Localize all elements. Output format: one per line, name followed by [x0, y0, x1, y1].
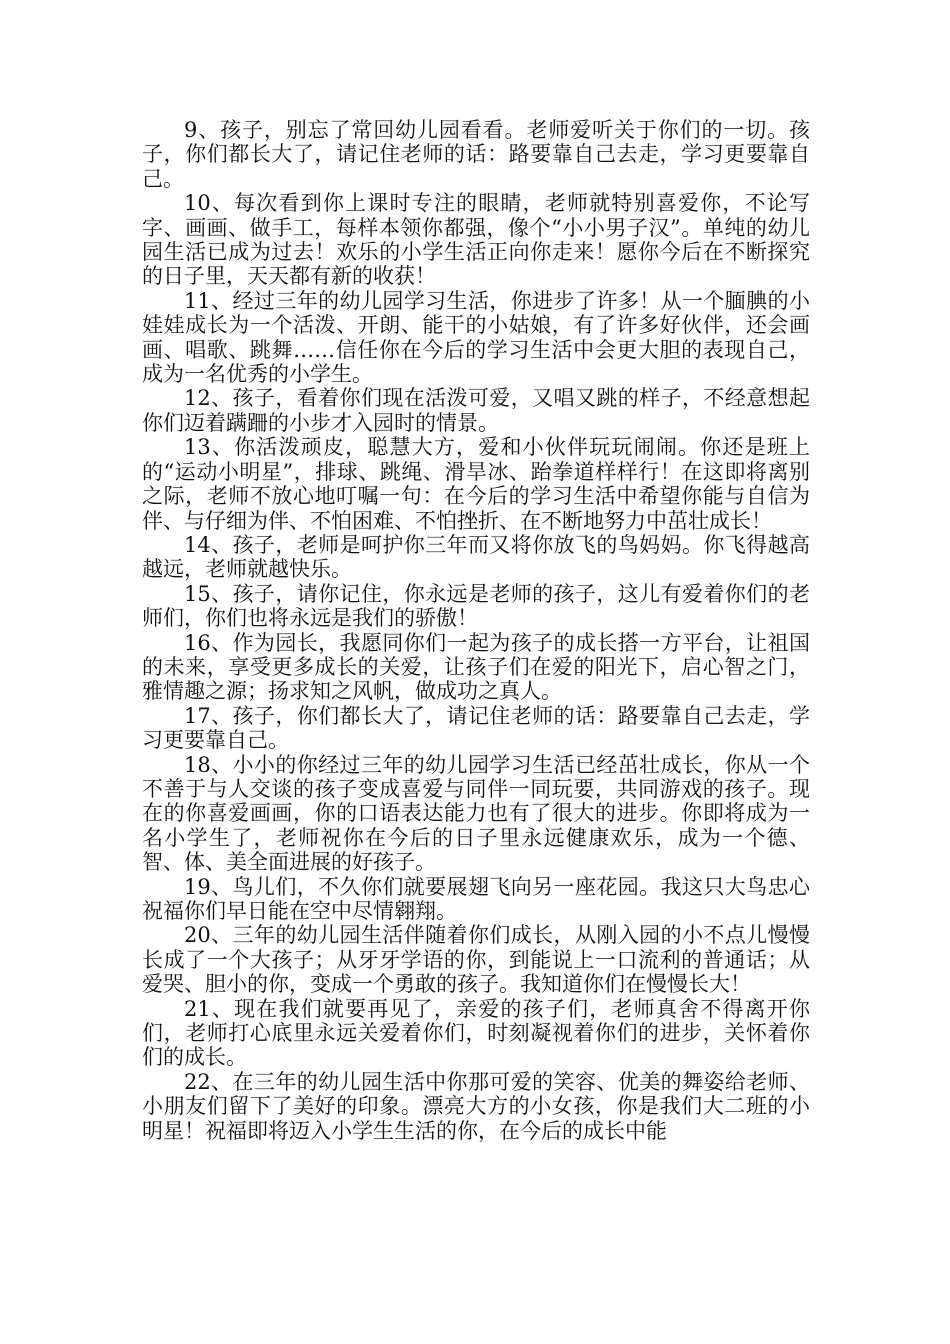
paragraph-14: 14、孩子，老师是呵护你三年而又将你放飞的鸟妈妈。你飞得越高越远，老师就越快乐。: [142, 532, 810, 582]
paragraph-10: 10、每次看到你上课时专注的眼睛，老师就特别喜爱你，不论写字、画画、做手工，每样本领你都强，像个“小小男子汉”。单纯的幼儿园生活已成为过去！欢乐的小学生活正向你走来！愿你今后在不断探究的日子里，天天都有新的收获！: [142, 191, 810, 289]
paragraph-22: 22、在三年的幼儿园生活中你那可爱的笑容、优美的舞姿给老师、小朋友们留下了美好的印象。漂亮大方的小女孩，你是我们大二班的小明星！祝福即将迈入小学生生活的你，在今后的成长中能: [142, 1069, 810, 1143]
paragraph-17: 17、孩子，你们都长大了，请记住老师的话：路要靠自己去走，学习更要靠自己。: [142, 703, 810, 753]
paragraph-16: 16、作为园长，我愿同你们一起为孩子的成长搭一方平台，让祖国的未来，享受更多成长的关爱，让孩子们在爱的阳光下，启心智之门，雅情趣之源；扬求知之风帆，做成功之真人。: [142, 630, 810, 704]
paragraph-12: 12、孩子，看着你们现在活泼可爱，又唱又跳的样子，不经意想起你们迈着蹒跚的小步才入园时的情景。: [142, 386, 810, 435]
paragraph-21: 21、现在我们就要再见了，亲爱的孩子们，老师真舍不得离开你们，老师打心底里永远关爱着你们，时刻凝视着你们的进步，关怀着你们的成长。: [142, 996, 810, 1070]
paragraph-9: 9、孩子，别忘了常回幼儿园看看。老师爱听关于你们的一切。孩子，你们都长大了，请记住老师的话：路要靠自己去走，学习更要靠自己。: [142, 118, 810, 191]
paragraph-11: 11、经过三年的幼儿园学习生活，你进步了许多！从一个腼腆的小娃娃成长为一个活泼、开朗、能干的小姑娘，有了许多好伙伴，还会画画、唱歌、跳舞……信任你在今后的学习生活中会更大胆的表现自己，成为一名优秀的小学生。: [142, 288, 810, 387]
paragraph-19: 19、鸟儿们，不久你们就要展翅飞向另一座花园。我这只大鸟忠心祝福你们早日能在空中尽情翱翔。: [142, 874, 810, 923]
paragraph-13: 13、你活泼顽皮，聪慧大方，爱和小伙伴玩玩闹闹。你还是班上的“运动小明星”，排球、跳绳、滑旱冰、跆拳道样样行！在这即将离别之际，老师不放心地叮嘱一句：在今后的学习生活中希望你能与自信为伴、与仔细为伴、不怕困难、不怕挫折、在不断地努力中茁壮成长！: [142, 435, 810, 533]
paragraph-15: 15、孩子，请你记住，你永远是老师的孩子，这儿有爱着你们的老师们，你们也将永远是我们的骄傲！: [142, 581, 810, 631]
paragraph-18: 18、小小的你经过三年的幼儿园学习生活已经茁壮成长，你从一个不善于与人交谈的孩子变成喜爱与同伴一同玩要，共同游戏的孩子。现在的你喜爱画画，你的口语表达能力也有了很大的进步。你即将成为一名小学生了，老师祝你在今后的日子里永远健康欢乐，成为一个德、智、体、美全面进展的好孩子。: [142, 752, 810, 875]
document-body: [142, 118, 810, 1143]
paragraph-20: 20、三年的幼儿园生活伴随着你们成长，从刚入园的小不点儿慢慢长成了一个大孩子；从牙牙学语的你，到能说上一口流利的普通话；从爱哭、胆小的你，变成一个勇敢的孩子。我知道你们在慢慢长大！: [142, 923, 810, 997]
